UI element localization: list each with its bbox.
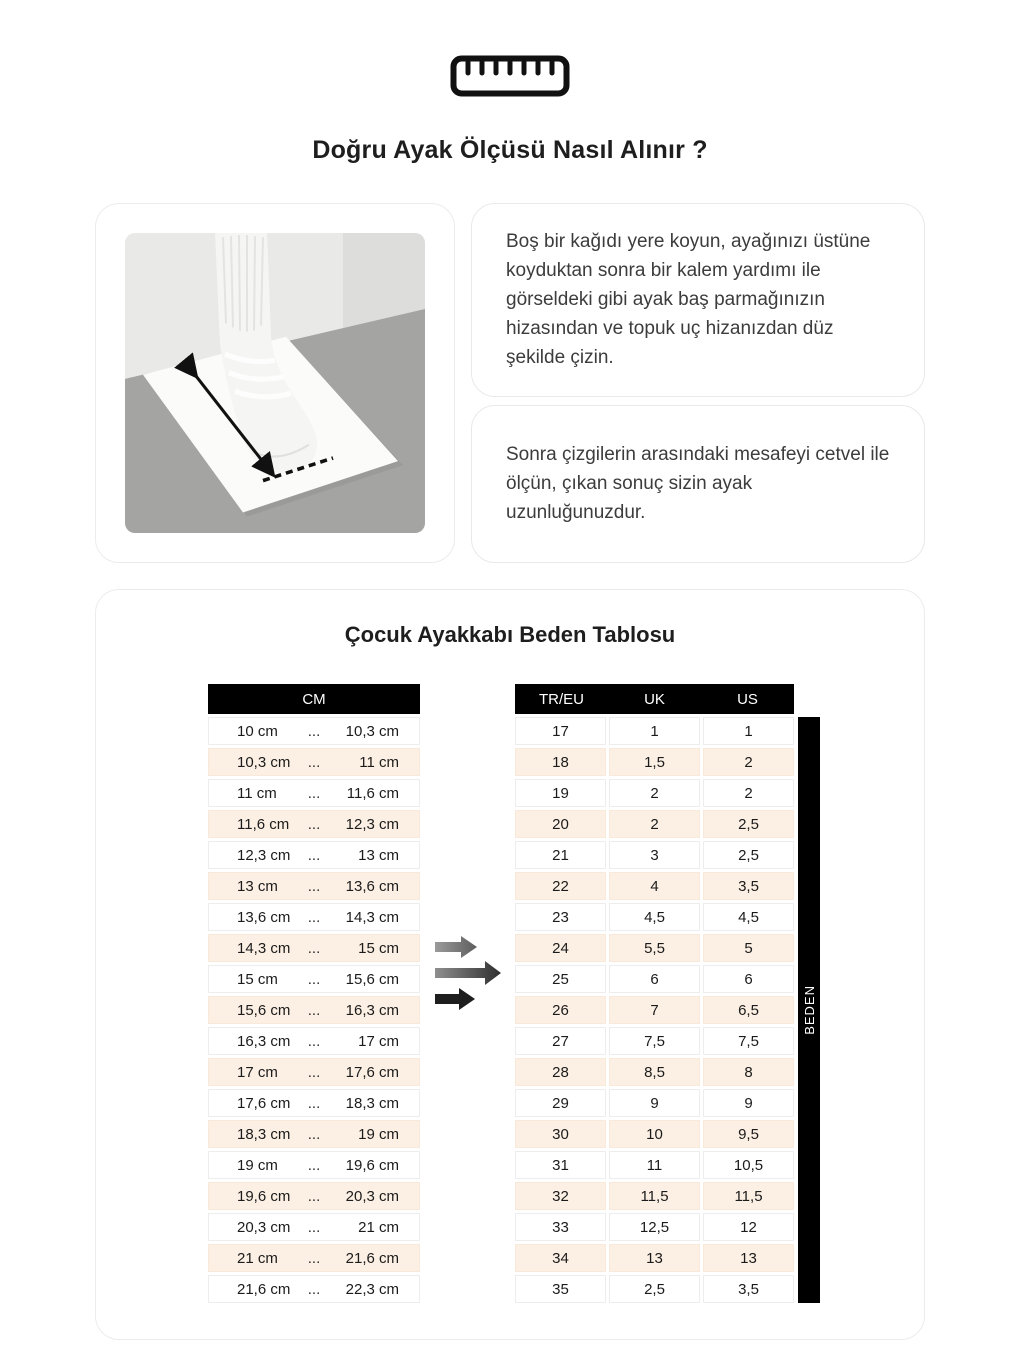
cm-to-value: 13 cm bbox=[358, 846, 399, 864]
cm-from-value: 10,3 cm bbox=[237, 753, 291, 771]
uk-value: 2 bbox=[609, 810, 700, 838]
cm-table-row bbox=[208, 965, 420, 993]
cm-from-value: 15,6 cm bbox=[237, 1001, 291, 1019]
intl-size-table-row bbox=[515, 841, 794, 869]
cm-table-row bbox=[208, 1275, 420, 1303]
cm-table bbox=[208, 684, 420, 1303]
uk-value: 11,5 bbox=[609, 1182, 700, 1210]
cm-from-value: 15 cm bbox=[237, 970, 278, 988]
range-separator: ... bbox=[307, 1156, 321, 1174]
range-separator: ... bbox=[307, 1032, 321, 1050]
intl-size-table-row bbox=[515, 717, 794, 745]
cm-from-value: 13,6 cm bbox=[237, 908, 291, 926]
cm-from-value: 11,6 cm bbox=[237, 815, 290, 833]
cm-from-value: 16,3 cm bbox=[237, 1032, 291, 1050]
cm-table-row bbox=[208, 748, 420, 776]
instruction-step-2 bbox=[471, 405, 925, 563]
tr-eu-value: 30 bbox=[515, 1120, 606, 1148]
uk-value: 1,5 bbox=[609, 748, 700, 776]
uk-value: 10 bbox=[609, 1120, 700, 1148]
range-separator: ... bbox=[307, 846, 321, 864]
us-value: 12 bbox=[703, 1213, 794, 1241]
intl-size-table-body bbox=[515, 717, 794, 1303]
uk-value: 5,5 bbox=[609, 934, 700, 962]
intl-size-table-wrap bbox=[515, 684, 820, 1303]
tr-eu-value: 21 bbox=[515, 841, 606, 869]
uk-value: 4,5 bbox=[609, 903, 700, 931]
intl-size-table-row bbox=[515, 1182, 794, 1210]
uk-value: 3 bbox=[609, 841, 700, 869]
instruction-step-1 bbox=[471, 203, 925, 397]
range-separator: ... bbox=[307, 970, 321, 988]
uk-value: 1 bbox=[609, 717, 700, 745]
cm-from-value: 18,3 cm bbox=[237, 1125, 291, 1143]
cm-to-value: 18,3 cm bbox=[345, 1094, 399, 1112]
cm-to-value: 17 cm bbox=[358, 1032, 399, 1050]
cm-to-value: 15 cm bbox=[358, 939, 399, 957]
us-value: 2,5 bbox=[703, 810, 794, 838]
tr-eu-value: 34 bbox=[515, 1244, 606, 1272]
cm-from-value: 17 cm bbox=[237, 1063, 278, 1081]
uk-value: 2 bbox=[609, 779, 700, 807]
us-value: 6 bbox=[703, 965, 794, 993]
cm-to-value: 19 cm bbox=[358, 1125, 399, 1143]
cm-to-value: 11,6 cm bbox=[346, 784, 399, 802]
tr-eu-value: 27 bbox=[515, 1027, 606, 1055]
us-value: 2 bbox=[703, 779, 794, 807]
uk-value: 12,5 bbox=[609, 1213, 700, 1241]
tr-eu-value: 32 bbox=[515, 1182, 606, 1210]
range-separator: ... bbox=[307, 1218, 321, 1236]
intl-size-table-row bbox=[515, 779, 794, 807]
uk-value: 7 bbox=[609, 996, 700, 1024]
cm-to-value: 17,6 cm bbox=[345, 1063, 399, 1081]
ruler-icon bbox=[450, 55, 570, 102]
cm-to-value: 14,3 cm bbox=[345, 908, 399, 926]
us-value: 4,5 bbox=[703, 903, 794, 931]
uk-value: 7,5 bbox=[609, 1027, 700, 1055]
intl-size-table-row bbox=[515, 1058, 794, 1086]
intl-size-table-row bbox=[515, 1213, 794, 1241]
intl-size-table-row bbox=[515, 810, 794, 838]
uk-value: 2,5 bbox=[609, 1275, 700, 1303]
page-title: Doğru Ayak Ölçüsü Nasıl Alınır ? bbox=[312, 136, 708, 164]
tr-eu-value: 20 bbox=[515, 810, 606, 838]
cm-to-value: 21 cm bbox=[358, 1218, 399, 1236]
tr-eu-value: 28 bbox=[515, 1058, 606, 1086]
cm-table-row bbox=[208, 1089, 420, 1117]
cm-table-row bbox=[208, 934, 420, 962]
tr-eu-value: 18 bbox=[515, 748, 606, 776]
range-separator: ... bbox=[307, 1125, 321, 1143]
cm-table-row bbox=[208, 1213, 420, 1241]
cm-table-row bbox=[208, 1244, 420, 1272]
us-value: 13 bbox=[703, 1244, 794, 1272]
cm-table-row bbox=[208, 1027, 420, 1055]
uk-value: 8,5 bbox=[609, 1058, 700, 1086]
range-separator: ... bbox=[307, 1280, 321, 1298]
range-separator: ... bbox=[307, 877, 321, 895]
uk-value: 11 bbox=[609, 1151, 700, 1179]
tr-eu-value: 26 bbox=[515, 996, 606, 1024]
us-value: 8 bbox=[703, 1058, 794, 1086]
cm-table-row bbox=[208, 810, 420, 838]
cm-to-value: 11 cm bbox=[359, 753, 399, 771]
intl-size-table-row bbox=[515, 1244, 794, 1272]
tr-eu-value: 17 bbox=[515, 717, 606, 745]
cm-from-value: 13 cm bbox=[237, 877, 278, 895]
us-value: 11,5 bbox=[703, 1182, 794, 1210]
intl-size-table-row bbox=[515, 934, 794, 962]
size-tables bbox=[96, 684, 924, 1303]
cm-from-value: 20,3 cm bbox=[237, 1218, 291, 1236]
instruction-step-1-text: Boş bir kağıdı yere koyun, ayağınızı üstüne koyduktan sonra bir kalem yardımı ile görseldeki gibi ayak baş parmağınızın hizasından ve topuk uç hizanızdan düz şekilde çizin. bbox=[506, 231, 871, 368]
cm-to-value: 15,6 cm bbox=[345, 970, 399, 988]
range-separator: ... bbox=[307, 722, 321, 740]
cm-table-row bbox=[208, 779, 420, 807]
us-value: 2 bbox=[703, 748, 794, 776]
range-separator: ... bbox=[307, 1094, 321, 1112]
intl-size-table-row bbox=[515, 1027, 794, 1055]
intl-size-table bbox=[515, 684, 794, 1303]
instruction-column bbox=[471, 203, 925, 563]
col-header-us: US bbox=[737, 690, 758, 708]
cm-from-value: 12,3 cm bbox=[237, 846, 291, 864]
cm-table-body bbox=[208, 717, 420, 1303]
cm-table-row bbox=[208, 1151, 420, 1179]
cm-to-value: 20,3 cm bbox=[345, 1187, 399, 1205]
uk-value: 6 bbox=[609, 965, 700, 993]
us-value: 5 bbox=[703, 934, 794, 962]
size-table-title: Çocuk Ayakkabı Beden Tablosu bbox=[344, 622, 676, 647]
uk-value: 4 bbox=[609, 872, 700, 900]
tr-eu-value: 25 bbox=[515, 965, 606, 993]
range-separator: ... bbox=[307, 753, 321, 771]
intl-size-table-row bbox=[515, 748, 794, 776]
size-table-card bbox=[95, 589, 925, 1340]
tr-eu-value: 23 bbox=[515, 903, 606, 931]
foot-measure-photo bbox=[125, 233, 425, 533]
cm-from-value: 10 cm bbox=[237, 722, 278, 740]
cm-from-value: 21,6 cm bbox=[237, 1280, 291, 1298]
cm-from-value: 17,6 cm bbox=[237, 1094, 291, 1112]
us-value: 9,5 bbox=[703, 1120, 794, 1148]
uk-value: 9 bbox=[609, 1089, 700, 1117]
beden-axis-label: BEDEN bbox=[798, 717, 820, 1303]
cm-from-value: 11 cm bbox=[237, 784, 277, 802]
range-separator: ... bbox=[307, 939, 321, 957]
tr-eu-value: 22 bbox=[515, 872, 606, 900]
us-value: 3,5 bbox=[703, 872, 794, 900]
cm-from-value: 19 cm bbox=[237, 1156, 278, 1174]
tr-eu-value: 29 bbox=[515, 1089, 606, 1117]
uk-value: 13 bbox=[609, 1244, 700, 1272]
tr-eu-value: 19 bbox=[515, 779, 606, 807]
cm-table-row bbox=[208, 841, 420, 869]
intl-size-table-row bbox=[515, 1275, 794, 1303]
tr-eu-value: 33 bbox=[515, 1213, 606, 1241]
cm-from-value: 21 cm bbox=[237, 1249, 278, 1267]
us-value: 1 bbox=[703, 717, 794, 745]
foot-measure-photo-card bbox=[95, 203, 455, 563]
howto-section bbox=[95, 203, 925, 563]
tr-eu-value: 24 bbox=[515, 934, 606, 962]
intl-size-table-row bbox=[515, 996, 794, 1024]
intl-size-table-row bbox=[515, 1089, 794, 1117]
cm-table-row bbox=[208, 996, 420, 1024]
intl-size-table-row bbox=[515, 1151, 794, 1179]
range-separator: ... bbox=[307, 1063, 321, 1081]
cm-table-row bbox=[208, 1058, 420, 1086]
us-value: 7,5 bbox=[703, 1027, 794, 1055]
intl-size-table-row bbox=[515, 872, 794, 900]
cm-to-value: 19,6 cm bbox=[345, 1156, 399, 1174]
cm-table-row bbox=[208, 717, 420, 745]
tr-eu-value: 31 bbox=[515, 1151, 606, 1179]
us-value: 3,5 bbox=[703, 1275, 794, 1303]
cm-from-value: 14,3 cm bbox=[237, 939, 291, 957]
range-separator: ... bbox=[307, 1187, 321, 1205]
range-separator: ... bbox=[307, 1249, 321, 1267]
cm-to-value: 10,3 cm bbox=[345, 722, 399, 740]
range-separator: ... bbox=[307, 815, 321, 833]
cm-to-value: 22,3 cm bbox=[345, 1280, 399, 1298]
cm-to-value: 21,6 cm bbox=[345, 1249, 399, 1267]
tr-eu-value: 35 bbox=[515, 1275, 606, 1303]
cm-table-header: CM bbox=[208, 684, 420, 714]
intl-size-table-row bbox=[515, 903, 794, 931]
instruction-step-2-text: Sonra çizgilerin arasındaki mesafeyi cetvel ile ölçün, çıkan sonuç sizin ayak uzunluğunuzdur. bbox=[506, 443, 890, 523]
intl-size-table-row bbox=[515, 1120, 794, 1148]
cm-table-row bbox=[208, 1120, 420, 1148]
range-separator: ... bbox=[307, 784, 321, 802]
transfer-arrows-icon bbox=[433, 684, 503, 1015]
us-value: 6,5 bbox=[703, 996, 794, 1024]
col-header-uk: UK bbox=[644, 690, 665, 708]
cm-to-value: 16,3 cm bbox=[345, 1001, 399, 1019]
cm-from-value: 19,6 cm bbox=[237, 1187, 291, 1205]
us-value: 10,5 bbox=[703, 1151, 794, 1179]
cm-to-value: 12,3 cm bbox=[345, 815, 399, 833]
cm-table-row bbox=[208, 1182, 420, 1210]
us-value: 9 bbox=[703, 1089, 794, 1117]
cm-to-value: 13,6 cm bbox=[345, 877, 399, 895]
page-header bbox=[95, 55, 925, 165]
cm-table-row bbox=[208, 872, 420, 900]
us-value: 2,5 bbox=[703, 841, 794, 869]
col-header-tr-eu: TR/EU bbox=[539, 690, 584, 708]
range-separator: ... bbox=[307, 1001, 321, 1019]
intl-size-table-row bbox=[515, 965, 794, 993]
cm-table-row bbox=[208, 903, 420, 931]
intl-size-table-header bbox=[515, 684, 794, 714]
range-separator: ... bbox=[307, 908, 321, 926]
